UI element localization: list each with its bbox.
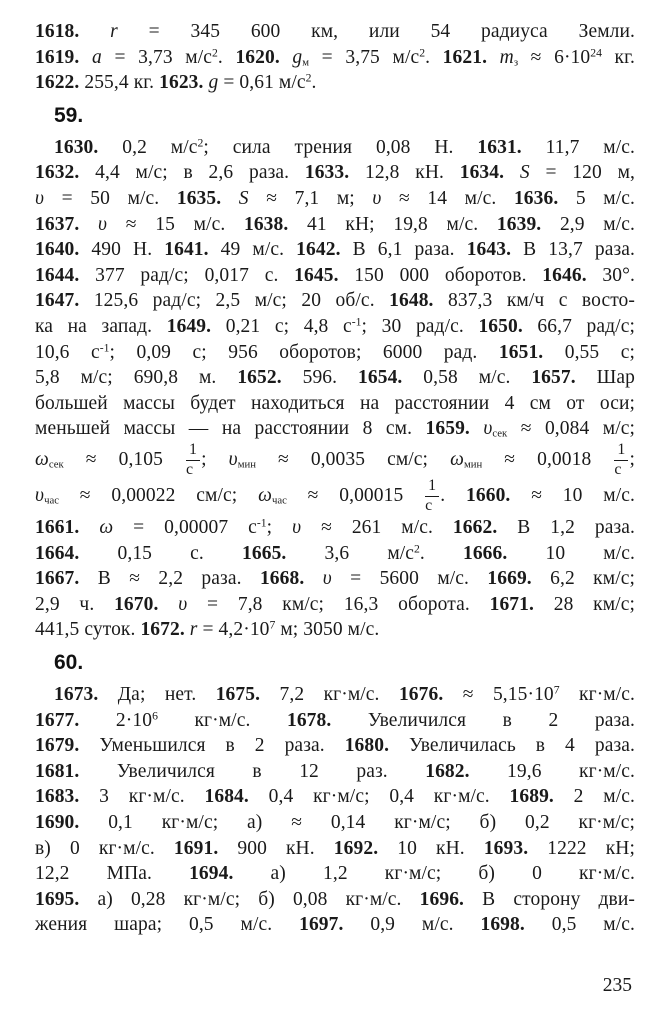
problem-number: 1622. <box>35 72 80 94</box>
text-line: 1644. 377 рад/с; 0,017 с. 1645. 150 000 оборотов. 1646. 30°. <box>35 264 635 286</box>
problem-number: 1644. <box>35 264 80 286</box>
text-line: 5,8 м/с; 690,8 м. 1652. 596. 1654. 0,58 м/с. 1657. Шар <box>35 367 635 389</box>
problem-number: 1632. <box>35 162 80 184</box>
page-number: 235 <box>602 975 632 996</box>
document-body <box>35 19 635 938</box>
text-line: 1647. 125,6 рад/с; 2,5 м/с; 20 об/с. 1648. 837,3 км/ч с восто- <box>35 290 636 312</box>
problem-number: 1684. <box>204 786 249 808</box>
problem-number: 1661. <box>35 517 80 539</box>
text-line: большей массы будет находиться на расстоянии 4 см от оси; <box>35 392 635 414</box>
problem-number: 1642. <box>296 239 341 261</box>
superscript: 24 <box>590 46 602 60</box>
variable: S <box>238 187 249 209</box>
problem-number: 1692. <box>333 837 379 859</box>
problem-number: 1621. <box>442 46 488 68</box>
problem-number: 1667. <box>35 568 80 590</box>
problem-number: 1682. <box>425 760 470 782</box>
variable: υ <box>228 448 238 470</box>
text-line: 1681. Увеличился в 12 раз. 1682. 19,6 кг·м/с. <box>35 760 635 782</box>
text-line: $\omega_{сек} \approx 0,105$ $\frac{1}{с}$ ; $\upsilon_{мин} \approx 0,0035$ см/с; $\omega_{мин} \approx 0,0018$ $\frac{1}{с}$ ; <box>35 440 635 478</box>
variable: r <box>110 21 118 42</box>
text-line: 441,5 суток. 1672. $r = 4,2\cdot 10^7$ м; 3050 м/с. <box>35 618 380 641</box>
text-line: 2,9 ч. 1670. υ = 7,8 км/с; 16,3 оборота. 1671. 28 км/с; <box>35 593 635 615</box>
subscript: час <box>44 495 59 508</box>
superscript: 7 <box>269 618 276 632</box>
problem-number: 1647. <box>35 290 80 312</box>
problem-number: 1635. <box>176 187 222 209</box>
fraction: $\frac{1}{с}$ <box>425 478 439 515</box>
fraction: $\frac{1}{с}$ <box>186 442 200 479</box>
problem-number: 1669. <box>487 568 532 590</box>
subscript: з <box>513 56 519 69</box>
problem-number: 1630. <box>54 136 99 158</box>
problem-number: 1673. <box>54 684 99 705</box>
variable: g <box>292 46 303 68</box>
problem-number: 1689. <box>509 786 554 808</box>
problem-number: 1639. <box>496 213 542 235</box>
text-line: меньшей массы — на расстоянии 8 см. 1659. $\upsilon_{сек} \approx 0,084$ м/с; <box>35 418 635 440</box>
text-line: 1679. Уменьшился в 2 раза. 1680. Увеличилась в 4 раза. <box>35 735 635 757</box>
variable: ω <box>35 448 49 470</box>
variable: r <box>189 619 198 641</box>
variable: υ <box>483 418 493 440</box>
variable: υ <box>35 485 45 507</box>
problem-number: 1660. <box>466 485 511 507</box>
problem-number: 1631. <box>477 136 522 158</box>
subscript: мин <box>463 458 483 471</box>
variable: υ <box>372 187 382 209</box>
problem-number: 1633. <box>304 162 350 184</box>
problem-number: 1620. <box>235 46 280 68</box>
problem-number: 1634. <box>459 162 505 184</box>
problem-number: 1668. <box>259 568 305 590</box>
problem-number: 1662. <box>452 517 498 539</box>
variable: υ <box>35 187 45 209</box>
problem-number: 1649. <box>166 315 212 337</box>
text-line: $\upsilon_{час} \approx 0,00022$ см/с; $\omega_{час} \approx 0,00015$ $\frac{1}{с}$ . 1660. ≈ 10 м/с. <box>35 477 635 515</box>
problem-number: 1641. <box>164 239 209 261</box>
text-line: 1618. r = 345 600 км, или 54 радиуса Земли. <box>35 21 635 42</box>
superscript: -1 <box>256 516 267 530</box>
problem-number: 1672. <box>140 619 185 641</box>
problem-number: 1670. <box>114 593 159 615</box>
text-line: 1677. $2\cdot 10^6$ кг·м/с. 1678. Увеличился в 2 раза. <box>35 709 635 731</box>
subscript: сек <box>492 427 508 440</box>
text-line: 1695. а) 0,28 кг·м/с; б) 0,08 кг·м/с. 1696. В сторону дви- <box>35 888 635 910</box>
problem-number: 1618. <box>35 21 80 42</box>
variable: a <box>91 46 102 68</box>
text-line: 1667. В ≈ 2,2 раза. 1668. υ = 5600 м/с. 1669. 6,2 км/с; <box>35 568 635 590</box>
problem-number: 1652. <box>237 367 282 389</box>
problem-number: 1659. <box>425 418 470 440</box>
problem-number: 1638. <box>243 213 289 235</box>
problem-number: 1645. <box>294 264 339 286</box>
text-line: 1661. ω = 0,00007 $с^{-1}$; υ ≈ 261 м/с. 1662. В 1,2 раза. <box>35 516 635 539</box>
superscript: 2 <box>305 71 312 85</box>
problem-number: 1675. <box>215 684 261 705</box>
text-line: 1683. 3 кг·м/с. 1684. 0,4 кг·м/с; 0,4 кг·м/с. 1689. 2 м/с. <box>35 786 635 808</box>
text-line: 1632. 4,4 м/с; в 2,6 раза. 1633. 12,8 кН. 1634. S = 120 м, <box>35 162 635 184</box>
subscript: сек <box>48 458 64 471</box>
variable: m <box>499 46 514 68</box>
variable: ω <box>258 485 272 507</box>
problem-number: 1695. <box>35 888 80 910</box>
problem-number: 1619. <box>35 46 80 68</box>
problem-number: 1654. <box>358 367 403 389</box>
text-line: в) 0 кг·м/с. 1691. 900 кН. 1692. 10 кН. 1693. 1222 кН; <box>35 837 635 859</box>
text-line: ка на запад. 1649. 0,21 с; 4,8 $с^{-1}$; 30 рад/с. 1650. 66,7 рад/с; <box>35 315 635 337</box>
problem-number: 1623. <box>159 72 204 94</box>
variable: υ <box>322 568 332 590</box>
problem-number: 1679. <box>35 735 80 757</box>
problem-number: 1676. <box>398 684 444 705</box>
variable: g <box>208 72 219 94</box>
problem-number: 1681. <box>35 760 80 782</box>
problem-number: 1690. <box>35 811 80 833</box>
problem-number: 1696. <box>419 888 465 910</box>
problem-number: 1636. <box>513 187 559 209</box>
superscript: -1 <box>351 315 362 329</box>
text-line: 1690. 0,1 кг·м/с; а) ≈ 0,14 кг·м/с; б) 0,2 кг·м/с; <box>35 811 635 833</box>
text-line: 1622. 255,4 кг. 1623. g = 0,61 $м/с^2$. <box>35 71 317 94</box>
superscript: 7 <box>553 683 560 697</box>
variable: S <box>519 162 530 184</box>
problem-number: 1666. <box>462 542 508 564</box>
text-line: 1637. υ ≈ 15 м/с. 1638. 41 кН; 19,8 м/с. 1639. 2,9 м/с. <box>35 213 635 235</box>
problem-number: 1677. <box>35 709 80 731</box>
variable: υ <box>178 593 188 615</box>
subscript: час <box>271 495 287 508</box>
variable: υ <box>292 517 302 539</box>
text-line: υ = 50 м/с. 1635. S ≈ 7,1 м; υ ≈ 14 м/с. 1636. 5 м/с. <box>35 187 635 209</box>
problem-number: 1693. <box>483 837 529 859</box>
problem-number: 1691. <box>173 837 219 859</box>
problem-number: 1678. <box>286 709 332 731</box>
problem-number: 1664. <box>35 542 80 564</box>
problem-number: 1697. <box>299 914 344 936</box>
text-line: жения шара; 0,5 м/с. 1697. 0,9 м/с. 1698. 0,5 м/с. <box>35 914 635 936</box>
problem-number: 1694. <box>189 863 234 885</box>
superscript: 2 <box>414 542 420 556</box>
superscript: -1 <box>99 341 110 355</box>
problem-number: 1683. <box>35 786 80 808</box>
problem-number: 1648. <box>389 290 434 312</box>
problem-number: 1651. <box>498 341 544 363</box>
subscript: м <box>302 56 310 69</box>
fraction: $\frac{1}{с}$ <box>614 442 628 479</box>
subscript: мин <box>237 458 256 471</box>
text-line: 1630. 0,2 $м/с^2$; сила трения 0,08 Н. 1631. 11,7 м/с. <box>54 136 635 158</box>
text-line: 10,6 $с^{-1}$; 0,09 с; 956 оборотов; 6000 рад. 1651. 0,55 с; <box>35 341 636 363</box>
text-line: 1619. a = 3,73 $м/с^2$. 1620. $g_м = 3,75$ $м/с^2$. 1621. $m_з \approx 6\cdot 10^{24}$ кг. <box>35 46 635 69</box>
problem-number: 1671. <box>489 593 534 615</box>
problem-number: 1698. <box>480 914 525 936</box>
problem-number: 1637. <box>35 213 80 235</box>
superscript: 6 <box>152 709 158 723</box>
problem-number: 1680. <box>344 735 390 757</box>
variable: υ <box>98 213 108 235</box>
section-heading: 59. <box>54 103 84 127</box>
text-line: 1673. Да; нет. 1675. 7,2 кг·м/с. 1676. ≈ $5,15\cdot 10^7$ кг·м/с. <box>54 683 635 705</box>
problem-number: 1650. <box>478 315 523 337</box>
superscript: 2 <box>212 46 218 60</box>
variable: ω <box>450 448 464 470</box>
superscript: 2 <box>419 46 426 60</box>
variable: ω <box>99 517 114 539</box>
problem-number: 1665. <box>242 542 287 564</box>
text-line: 1640. 490 Н. 1641. 49 м/с. 1642. В 6,1 раза. 1643. В 13,7 раза. <box>35 239 635 261</box>
problem-number: 1640. <box>35 239 80 261</box>
text-line: 1664. 0,15 с. 1665. 3,6 $м/с^2$. 1666. 10 м/с. <box>35 542 635 564</box>
problem-number: 1643. <box>466 239 512 261</box>
text-line: 12,2 МПа. 1694. а) 1,2 кг·м/с; б) 0 кг·м/с. <box>35 863 635 885</box>
section-heading: 60. <box>54 651 84 674</box>
problem-number: 1657. <box>531 367 576 389</box>
problem-number: 1646. <box>542 264 587 286</box>
superscript: 2 <box>197 136 204 150</box>
